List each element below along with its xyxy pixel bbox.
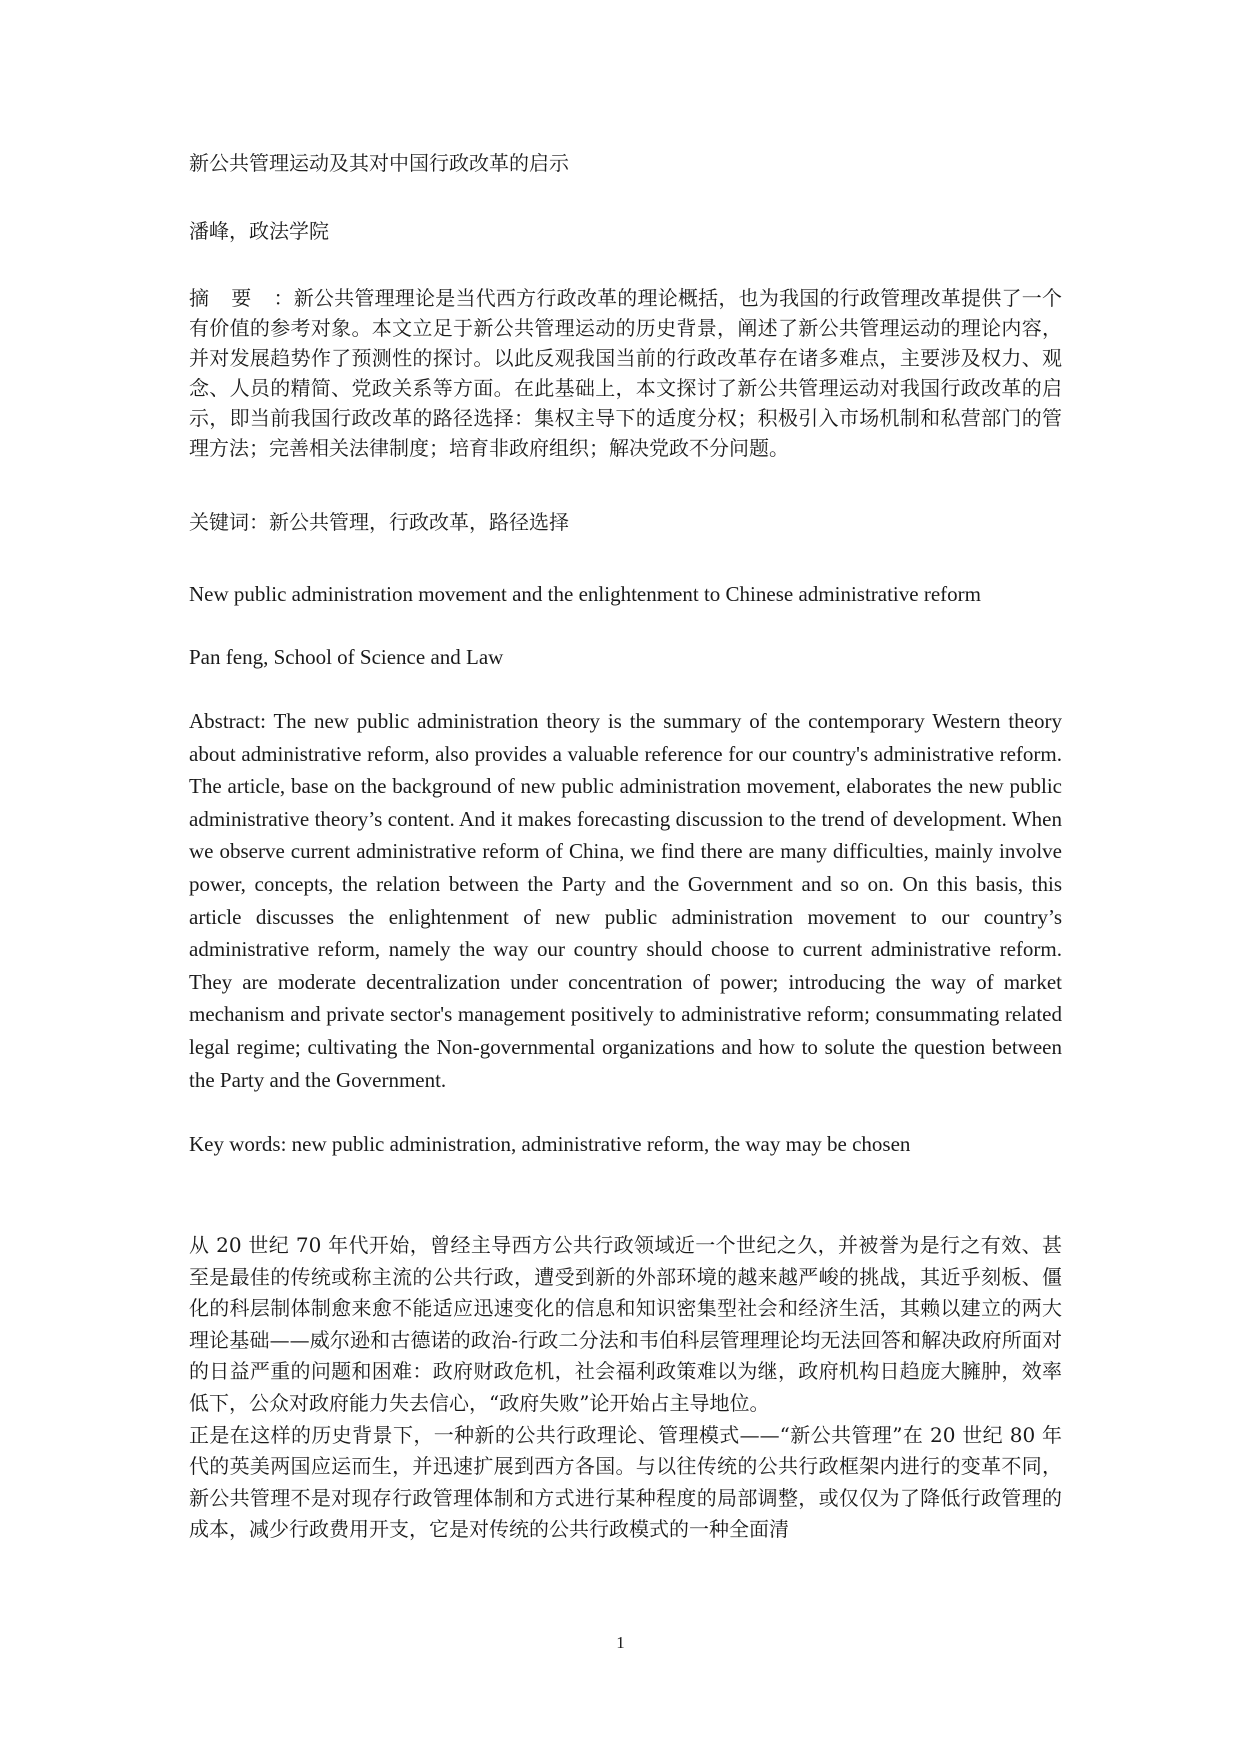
page-number: 1 bbox=[616, 1633, 625, 1652]
english-abstract: Abstract: The new public administration theory is the summary of the contemporary Western theory about administrative reform, also provides a valuable reference for our country's administrative reform. The article, base on the background of new public administration movement, elaborates the new public administrative theory’s content. And it makes forecasting discussion to the trend of development. When we observe current administrative reform of China, we find there are many difficulties, mainly involve power, concepts, the relation between the Party and the Government and so on. On this basis, this article discusses the enlightenment of new public administration movement to our country’s administrative reform, namely the way our country should choose to current administrative reform. They are moderate decentralization under concentration of power; introducing the way of market mechanism and private sector's management positively to administrative reform; consummating related legal regime; cultivating the Non-governmental organizations and how to solute the question between the Party and the Government. bbox=[189, 709, 1062, 1092]
body-text bbox=[189, 1230, 1062, 1546]
chinese-abstract bbox=[189, 283, 1062, 463]
english-author-affiliation: Pan feng, School of Science and Law bbox=[189, 645, 504, 669]
chinese-abstract-label: 摘要 bbox=[189, 286, 274, 310]
chinese-abstract-colon: ： bbox=[273, 286, 294, 310]
body-paragraph: 从 20 世纪 70 年代开始，曾经主导西方公共行政领域近一个世纪之久，并被誉为是行之有效、甚至是最佳的传统或称主流的公共行政，遭受到新的外部环境的越来越严峻的挑战，其近乎刻板、僵化的科层制体制愈来愈不能适应迅速变化的信息和知识密集型社会和经济生活，其赖以建立的两大理论基础——威尔逊和古德诺的政治-行政二分法和韦伯科层管理理论均无法回答和解决政府所面对的日益严重的问题和困难：政府财政危机，社会福利政策难以为继，政府机构日趋庞大臃肿，效率低下，公众对政府能力失去信心，“政府失败”论开始占主导地位。 bbox=[189, 1233, 1062, 1415]
chinese-title: 新公共管理运动及其对中国行政改革的启示 bbox=[189, 151, 569, 175]
chinese-author-affiliation: 潘峰，政法学院 bbox=[189, 219, 329, 243]
chinese-keywords: 关键词：新公共管理，行政改革，路径选择 bbox=[189, 510, 569, 534]
chinese-abstract-text: 新公共管理理论是当代西方行政改革的理论概括，也为我国的行政管理改革提供了一个有价值的参考对象。本文立足于新公共管理运动的历史背景，阐述了新公共管理运动的理论内容，并对发展趋势作了预测性的探讨。以此反观我国当前的行政改革存在诸多难点，主要涉及权力、观念、人员的精简、党政关系等方面。在此基础上，本文探讨了新公共管理运动对我国行政改革的启示，即当前我国行政改革的路径选择：集权主导下的适度分权；积极引入市场机制和私营部门的管理方法；完善相关法律制度；培育非政府组织；解决党政不分问题。 bbox=[189, 286, 1063, 460]
english-title: New public administration movement and the enlightenment to Chinese administrative reform bbox=[189, 582, 981, 606]
english-keywords: Key words: new public administration, administrative reform, the way may be chosen bbox=[189, 1132, 911, 1156]
body-paragraph: 正是在这样的历史背景下，一种新的公共行政理论、管理模式——“新公共管理”在 20 世纪 80 年代的英美两国应运而生，并迅速扩展到西方各国。与以往传统的公共行政框架内进行的变革不同，新公共管理不是对现存行政管理体制和方式进行某种程度的局部调整，或仅仅为了降低行政管理的成本，减少行政费用开支，它是对传统的公共行政模式的一种全面清 bbox=[189, 1422, 1062, 1542]
